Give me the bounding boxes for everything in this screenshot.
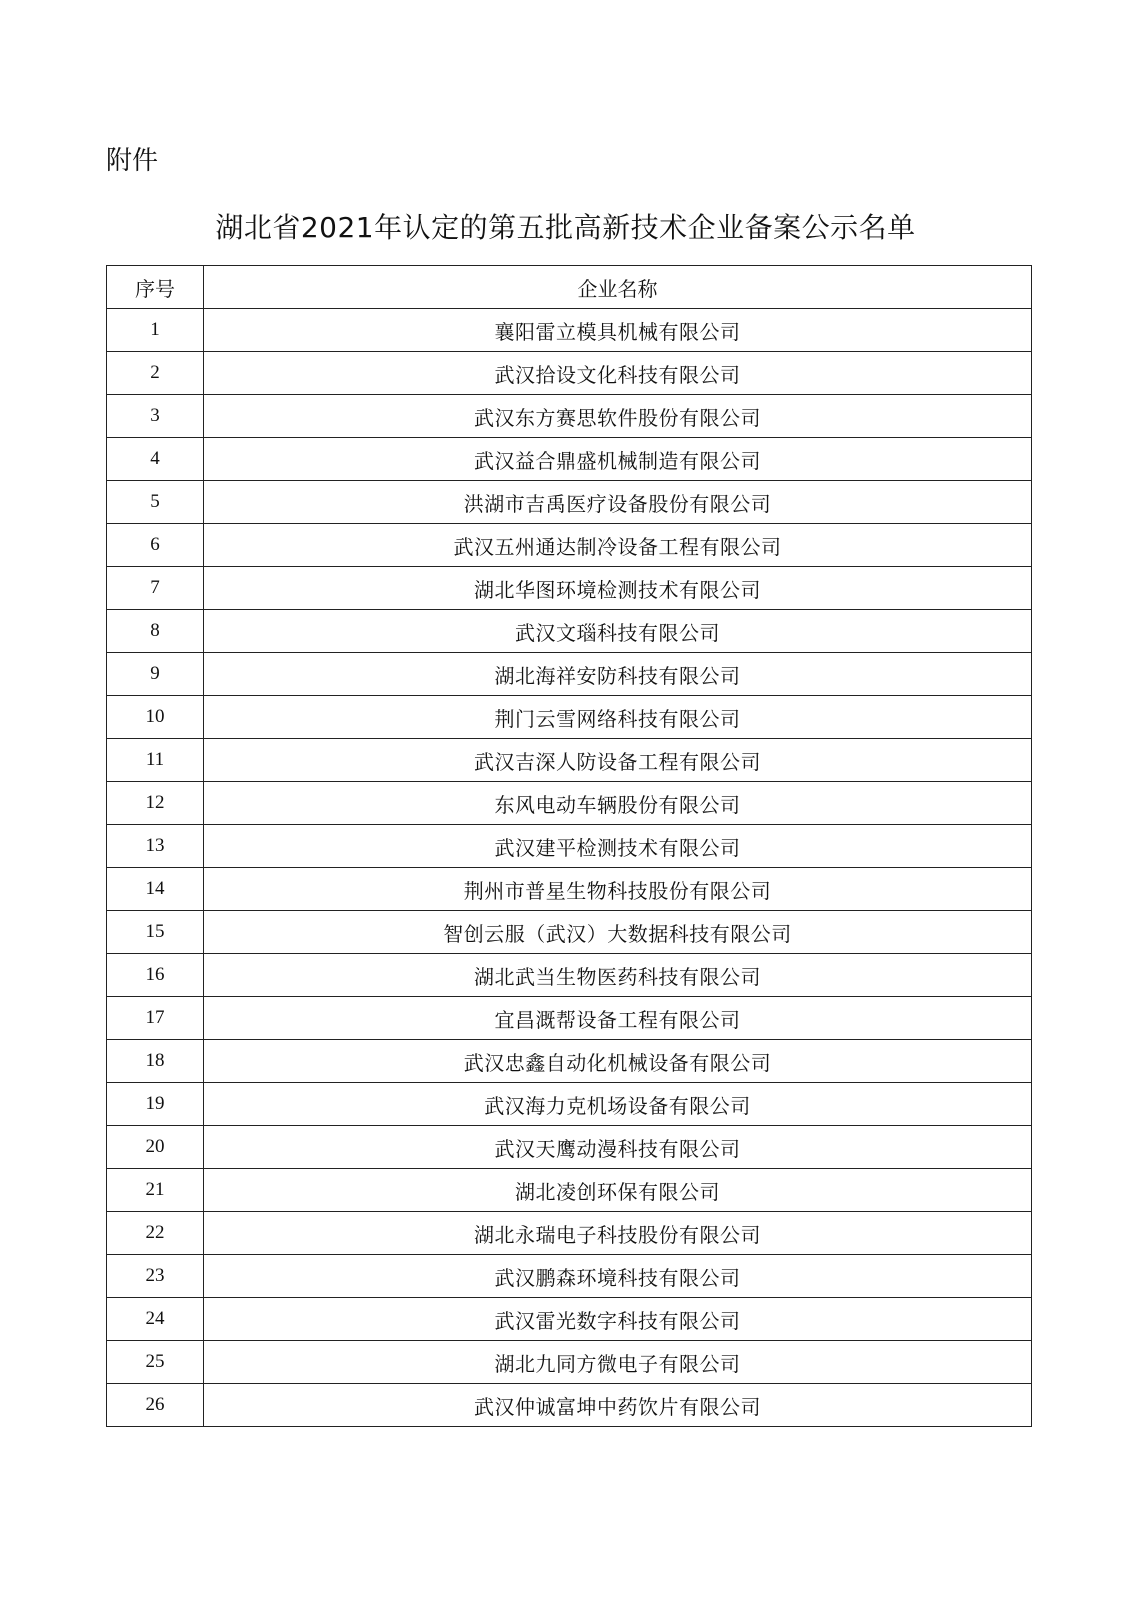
table-row (107, 696, 1032, 739)
table-row (107, 438, 1032, 481)
table-row (107, 997, 1032, 1040)
table-row (107, 1126, 1032, 1169)
company-name: 湖北华图环境检测技术有限公司 (204, 567, 1032, 610)
table-row (107, 868, 1032, 911)
table-row (107, 1040, 1032, 1083)
row-number: 3 (107, 395, 204, 438)
table-row (107, 1255, 1032, 1298)
company-name: 荆门云雪网络科技有限公司 (204, 696, 1032, 739)
row-number: 18 (107, 1040, 204, 1083)
row-number: 4 (107, 438, 204, 481)
company-name: 武汉雷光数字科技有限公司 (204, 1298, 1032, 1341)
company-name: 智创云服（武汉）大数据科技有限公司 (204, 911, 1032, 954)
row-number: 24 (107, 1298, 204, 1341)
table-row (107, 567, 1032, 610)
table-row (107, 1298, 1032, 1341)
row-number: 2 (107, 352, 204, 395)
row-number: 5 (107, 481, 204, 524)
table-row (107, 825, 1032, 868)
table-row (107, 309, 1032, 352)
table-row (107, 481, 1032, 524)
table-body (107, 309, 1032, 1427)
company-name: 荆州市普星生物科技股份有限公司 (204, 868, 1032, 911)
table-row (107, 954, 1032, 997)
row-number: 7 (107, 567, 204, 610)
table-row (107, 1212, 1032, 1255)
row-number: 26 (107, 1384, 204, 1427)
table-row (107, 782, 1032, 825)
company-name: 武汉忠鑫自动化机械设备有限公司 (204, 1040, 1032, 1083)
row-number: 20 (107, 1126, 204, 1169)
row-number: 21 (107, 1169, 204, 1212)
table-row (107, 1169, 1032, 1212)
company-name: 武汉文瑙科技有限公司 (204, 610, 1032, 653)
row-number: 23 (107, 1255, 204, 1298)
table-row (107, 395, 1032, 438)
company-name: 武汉建平检测技术有限公司 (204, 825, 1032, 868)
row-number: 6 (107, 524, 204, 567)
table-row (107, 653, 1032, 696)
company-table (106, 265, 1032, 1427)
row-number: 25 (107, 1341, 204, 1384)
row-number: 8 (107, 610, 204, 653)
table-row (107, 1083, 1032, 1126)
table-header-row (107, 266, 1032, 309)
company-name: 湖北九同方微电子有限公司 (204, 1341, 1032, 1384)
row-number: 14 (107, 868, 204, 911)
company-name: 湖北永瑞电子科技股份有限公司 (204, 1212, 1032, 1255)
table-row (107, 1341, 1032, 1384)
column-header-number: 序号 (107, 266, 204, 309)
table-row (107, 1384, 1032, 1427)
company-name: 武汉五州通达制冷设备工程有限公司 (204, 524, 1032, 567)
company-name: 武汉吉深人防设备工程有限公司 (204, 739, 1032, 782)
row-number: 9 (107, 653, 204, 696)
company-name: 武汉鹏森环境科技有限公司 (204, 1255, 1032, 1298)
row-number: 19 (107, 1083, 204, 1126)
table-row (107, 610, 1032, 653)
company-name: 武汉东方赛思软件股份有限公司 (204, 395, 1032, 438)
table-row (107, 524, 1032, 567)
row-number: 13 (107, 825, 204, 868)
row-number: 11 (107, 739, 204, 782)
table-row (107, 911, 1032, 954)
row-number: 17 (107, 997, 204, 1040)
company-name: 武汉仲诚富坤中药饮片有限公司 (204, 1384, 1032, 1427)
table-row (107, 739, 1032, 782)
company-name: 洪湖市吉禹医疗设备股份有限公司 (204, 481, 1032, 524)
row-number: 22 (107, 1212, 204, 1255)
row-number: 1 (107, 309, 204, 352)
row-number: 15 (107, 911, 204, 954)
company-name: 武汉益合鼎盛机械制造有限公司 (204, 438, 1032, 481)
attachment-label: 附件 (106, 146, 159, 176)
company-name: 武汉天鹰动漫科技有限公司 (204, 1126, 1032, 1169)
page-title: 湖北省2021年认定的第五批高新技术企业备案公示名单 (215, 211, 916, 244)
company-name: 湖北海祥安防科技有限公司 (204, 653, 1032, 696)
row-number: 10 (107, 696, 204, 739)
company-name: 东风电动车辆股份有限公司 (204, 782, 1032, 825)
table-row (107, 352, 1032, 395)
row-number: 12 (107, 782, 204, 825)
company-name: 宜昌溉帮设备工程有限公司 (204, 997, 1032, 1040)
company-name: 武汉拾设文化科技有限公司 (204, 352, 1032, 395)
column-header-company-name: 企业名称 (204, 266, 1032, 309)
row-number: 16 (107, 954, 204, 997)
company-name: 湖北武当生物医药科技有限公司 (204, 954, 1032, 997)
company-name: 武汉海力克机场设备有限公司 (204, 1083, 1032, 1126)
company-name: 襄阳雷立模具机械有限公司 (204, 309, 1032, 352)
company-name: 湖北凌创环保有限公司 (204, 1169, 1032, 1212)
